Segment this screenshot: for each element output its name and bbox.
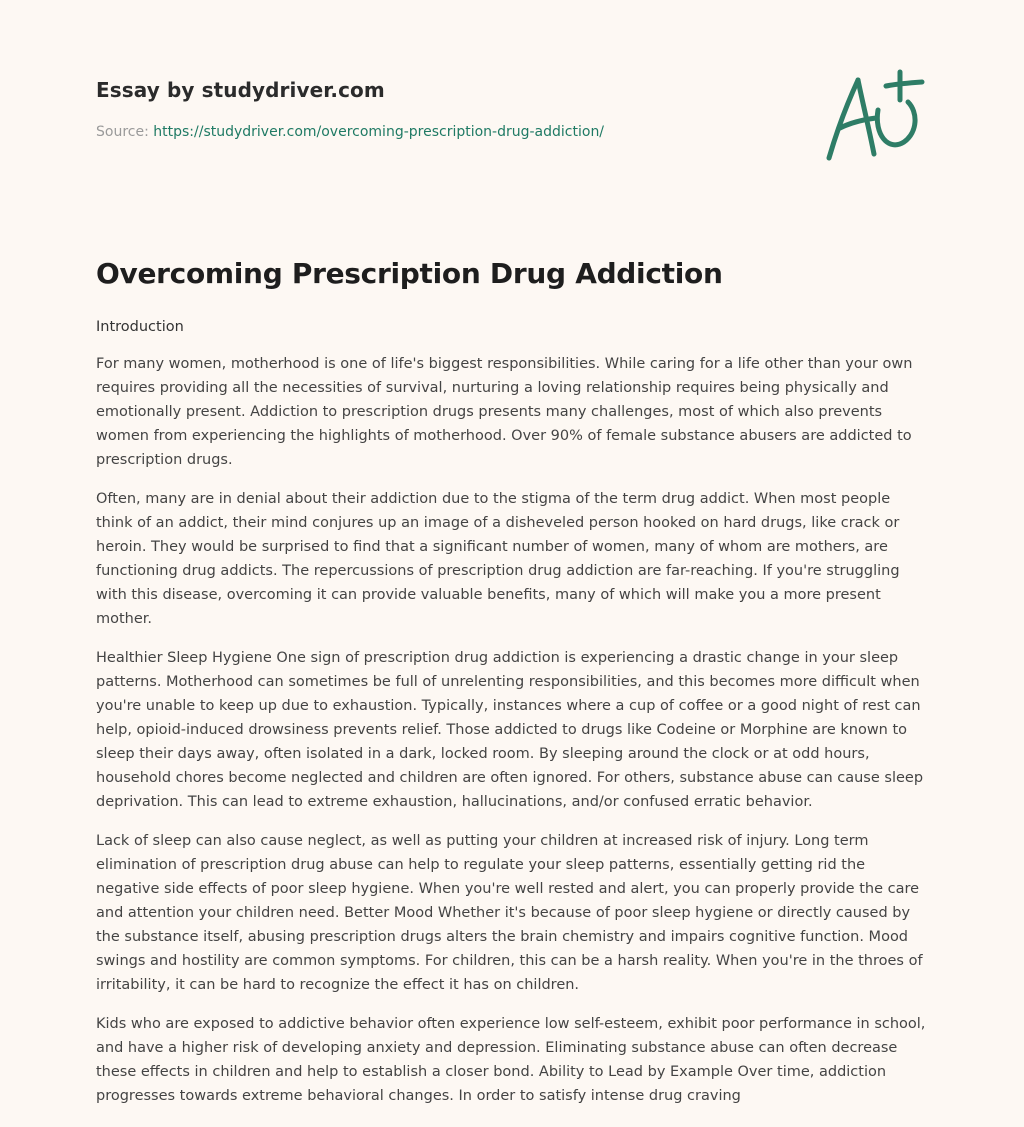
section-heading: Introduction — [96, 319, 184, 335]
paragraph: For many women, motherhood is one of life's biggest responsibilities. While caring for a life other than your own requires providing all the necessities of survival, nurturing a loving relationship requires being physically and emotionally present. Addiction to prescription drugs presents many challenges, most of which also prevents women from experiencing the highlights of motherhood. Over 90% of female substance abusers are addicted to prescription drugs. — [96, 356, 913, 468]
site-brand: Essay by studydriver.com — [96, 78, 385, 102]
source-link[interactable]: https://studydriver.com/overcoming-prescription-drug-addiction/ — [153, 124, 605, 140]
paragraph: Kids who are exposed to addictive behavior often experience low self-esteem, exhibit poor performance in school, and have a higher risk of developing anxiety and depression. Eliminating substance abuse can often decrease these effects in children and help to establish a closer bond. Ability to Lead by Example Over time, addiction progresses towards extreme behavioral changes. In order to satisfy intense drug craving — [96, 1016, 926, 1104]
a-plus-grade-icon — [822, 66, 930, 166]
article-body — [96, 315, 928, 1123]
site-header — [96, 75, 636, 142]
paragraph: Lack of sleep can also cause neglect, as well as putting your children at increased risk of injury. Long term elimination of prescription drug abuse can help to regulate your sleep patterns, essentially getting rid the negative side effects of poor sleep hygiene. When you're well rested and alert, you can properly provide the care and attention your children need. Better Mood Whether it's because of poor sleep hygiene or directly caused by the substance itself, abusing prescription drugs alters the brain chemistry and impairs cognitive function. Mood swings and hostility are common symptoms. For children, this can be a harsh reality. When you're in the throes of irritability, it can be hard to recognize the effect it has on children. — [96, 833, 923, 993]
source-label: Source: — [96, 124, 154, 140]
article-title: Overcoming Prescription Drug Addiction — [96, 257, 723, 290]
paragraph: Often, many are in denial about their addiction due to the stigma of the term drug addict. When most people think of an addict, their mind conjures up an image of a disheveled person hooked on hard drugs, like crack or heroin. They would be surprised to find that a significant number of women, many of whom are mothers, are functioning drug addicts. The repercussions of prescription drug addiction are far-reaching. If you're struggling with this disease, overcoming it can provide valuable benefits, many of which will make you a more present mother. — [96, 491, 900, 627]
paragraph: Healthier Sleep Hygiene One sign of prescription drug addiction is experiencing a drastic change in your sleep patterns. Motherhood can sometimes be full of unrelenting responsibilities, and this becomes more difficult when you're unable to keep up due to exhaustion. Typically, instances where a cup of coffee or a good night of rest can help, opioid-induced drowsiness prevents relief. Those addicted to drugs like Codeine or Morphine are known to sleep their days away, often isolated in a dark, locked room. By sleeping around the clock or at odd hours, household chores become neglected and children are often ignored. For others, substance abuse can cause sleep deprivation. This can lead to extreme exhaustion, hallucinations, and/or confused erratic behavior. — [96, 650, 924, 810]
source-line — [96, 122, 636, 142]
a-plus-logo-icon — [822, 66, 930, 166]
